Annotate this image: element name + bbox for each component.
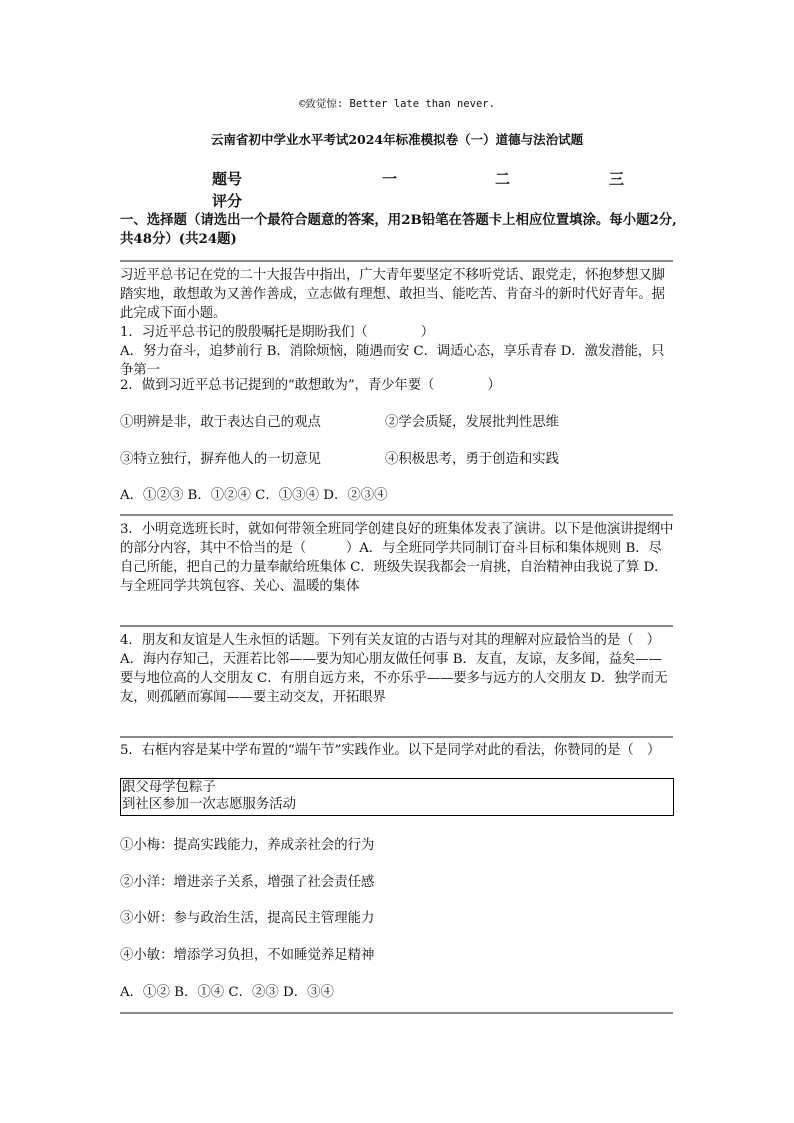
divider (120, 260, 673, 262)
question-2-item-2: ②学会质疑，发展批判性思维 (385, 415, 560, 430)
reading-passage: 习近平总书记在党的二十大报告中指出，广大青年要坚定不移听党话、跟党走，怀抱梦想又脚踏实地，敢想敢为又善作善成，立志做有理想、敢担当、能吃苦、肯奋斗的新时代好青年。据此完成下面小题。 (120, 268, 665, 321)
score-table-row-header-number: 题号 (212, 170, 243, 188)
question-3: 3．小明竞选班长时，就如何带领全班同学创建良好的班集体发表了演讲。以下是他演讲提纲中的部分内容，其中不恰当的是（ ）A．与全班同学共同制订奋斗目标和集体规则 B．尽自己所能，把自己的力量奉献给班集体 C．班级失误我都会一肩挑，自治精神由我说了算 D．与全班同学共筑包容、关心、温暖的集体 (120, 522, 674, 594)
score-table-column-3: 三 (609, 170, 625, 188)
divider (120, 736, 673, 738)
question-2-item-4: ④积极思考，勇于创造和实践 (385, 452, 560, 467)
question-1-options: A．努力奋斗，追梦前行 B．消除烦恼，随遇而安 C．调适心态，享乐青春 D．激发潜能，只争第一 (120, 344, 665, 378)
divider (120, 514, 673, 516)
assignment-box-line-1: 跟父母学包粽子 (122, 780, 216, 795)
question-5-item-4: ④小敏：增添学习负担，不如睡觉养足精神 (120, 948, 375, 963)
question-5-stem: 5．右框内容是某中学布置的“端午节”实践作业。以下是同学对此的看法，你赞同的是（ ） (120, 743, 661, 758)
question-5-item-2: ②小洋：增进亲子关系，增强了社会责任感 (120, 875, 375, 890)
assignment-box (120, 778, 674, 816)
assignment-box-line-2: 到社区参加一次志愿服务活动 (122, 797, 297, 812)
section-heading: 一、选择题（请选出一个最符合题意的答案，用2B铅笔在答题卡上相应位置填涂。每小题2分,共48分）(共24题) (120, 212, 677, 247)
question-2-options: A．①②③ B．①②④ C．①③④ D．②③④ (120, 488, 388, 503)
question-2-item-3: ③特立独行，摒弃他人的一切意见 (120, 452, 321, 467)
question-5-options: A．①② B．①④ C．②③ D．③④ (120, 985, 334, 1000)
question-2-item-1: ①明辨是非，敢于表达自己的观点 (120, 415, 321, 430)
exam-title: 云南省初中学业水平考试2024年标准模拟卷（一）道德与法治试题 (210, 132, 584, 147)
question-4: 4．朋友和友谊是人生永恒的话题。下列有关友谊的古语与对其的理解对应最恰当的是（ ）A．海内存知己，天涯若比邻——要为知心朋友做任何事 B．友直，友谅，友多闻，益矣——要与地位高的人交朋友 C．有朋自远方来，不亦乐乎——要多与远方的人交朋友 D．独学而无友，则孤陋而寡闻——要主动交友，开拓眼界 (120, 633, 668, 705)
question-2-stem: 2．做到习近平总书记提到的“敢想敢为”，青少年要（ ） (120, 378, 501, 393)
question-5-item-1: ①小梅：提高实践能力，养成亲社会的行为 (120, 838, 375, 853)
score-table-column-2: 二 (495, 170, 511, 188)
divider (120, 625, 673, 627)
score-table-row-header-score: 评分 (212, 192, 243, 210)
question-1-stem: 1．习近平总书记的殷殷嘱托是期盼我们（ ） (120, 325, 435, 340)
score-table-column-1: 一 (382, 170, 398, 188)
divider (120, 1012, 673, 1014)
question-5-item-3: ③小妍：参与政治生活，提高民主管理能力 (120, 911, 375, 926)
header-motto: ©致觉惊: Better late than never. (299, 98, 495, 110)
